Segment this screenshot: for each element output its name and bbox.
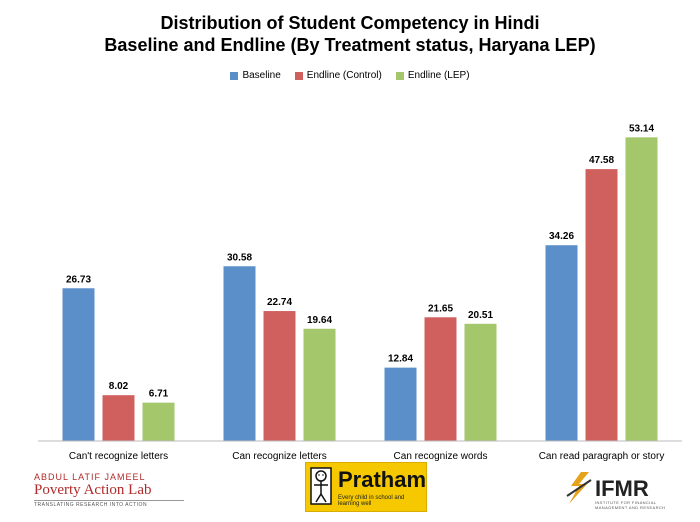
category-label-1: Can't recognize letters	[68, 451, 169, 462]
ifmr-logo-name: IFMR	[595, 476, 649, 501]
data-label-2-3: 21.65	[427, 303, 454, 315]
ifmr-logo-tagline: INSTITUTE FOR FINANCIAL MANAGEMENT AND RESEARCH	[595, 500, 666, 510]
legend-label-control: Endline (Control)	[306, 70, 382, 81]
jpal-logo-name: Poverty Action Lab	[34, 482, 152, 498]
bar-3-2	[304, 329, 336, 441]
pratham-figure-icon	[310, 467, 332, 505]
data-label-2-1: 8.02	[108, 381, 129, 393]
bar-2-3	[425, 317, 457, 441]
bar-3-4	[626, 137, 658, 441]
data-label-1-1: 26.73	[65, 274, 92, 286]
bar-2-4	[586, 169, 618, 441]
bar-2-1	[103, 395, 135, 441]
title-line-2: Baseline and Endline (By Treatment status, Haryana LEP)	[104, 35, 596, 55]
bar-1-2	[224, 266, 256, 441]
jpal-logo	[34, 472, 184, 508]
bar-1-4	[546, 245, 578, 441]
data-label-3-3: 20.51	[467, 309, 494, 321]
bar-3-1	[143, 403, 175, 441]
data-label-1-2: 30.58	[226, 252, 253, 264]
pratham-logo-tagline: Every child in school and learning well	[338, 495, 405, 507]
data-label-1-3: 12.84	[387, 353, 414, 365]
data-label-3-2: 19.64	[306, 314, 333, 326]
legend-label-baseline: Baseline	[242, 70, 281, 81]
bar-3-3	[465, 324, 497, 441]
bar-1-1	[63, 288, 95, 441]
data-label-3-4: 53.14	[628, 123, 655, 135]
data-label-1-4: 34.26	[548, 231, 575, 243]
jpal-logo-tagline: TRANSLATING RESEARCH INTO ACTION	[34, 500, 184, 508]
data-label-3-1: 6.71	[148, 388, 169, 400]
ifmr-mark-icon	[565, 470, 595, 506]
data-label-2-4: 47.58	[588, 155, 615, 167]
category-label-4: Can read paragraph or story	[538, 451, 665, 462]
bar-1-3	[385, 368, 417, 441]
pratham-logo-name: Pratham	[338, 467, 427, 492]
bar-2-2	[264, 311, 296, 441]
jpal-logo-top: ABDUL LATIF JAMEEL	[34, 472, 146, 482]
category-label-2: Can recognize letters	[232, 451, 327, 462]
pratham-logo	[305, 462, 427, 512]
title-line-1: Distribution of Student Competency in Hindi	[160, 13, 540, 33]
category-label-3: Can recognize words	[393, 451, 488, 462]
data-label-2-2: 22.74	[266, 297, 293, 309]
ifmr-logo	[565, 468, 675, 508]
legend-label-lep: Endline (LEP)	[407, 70, 470, 81]
